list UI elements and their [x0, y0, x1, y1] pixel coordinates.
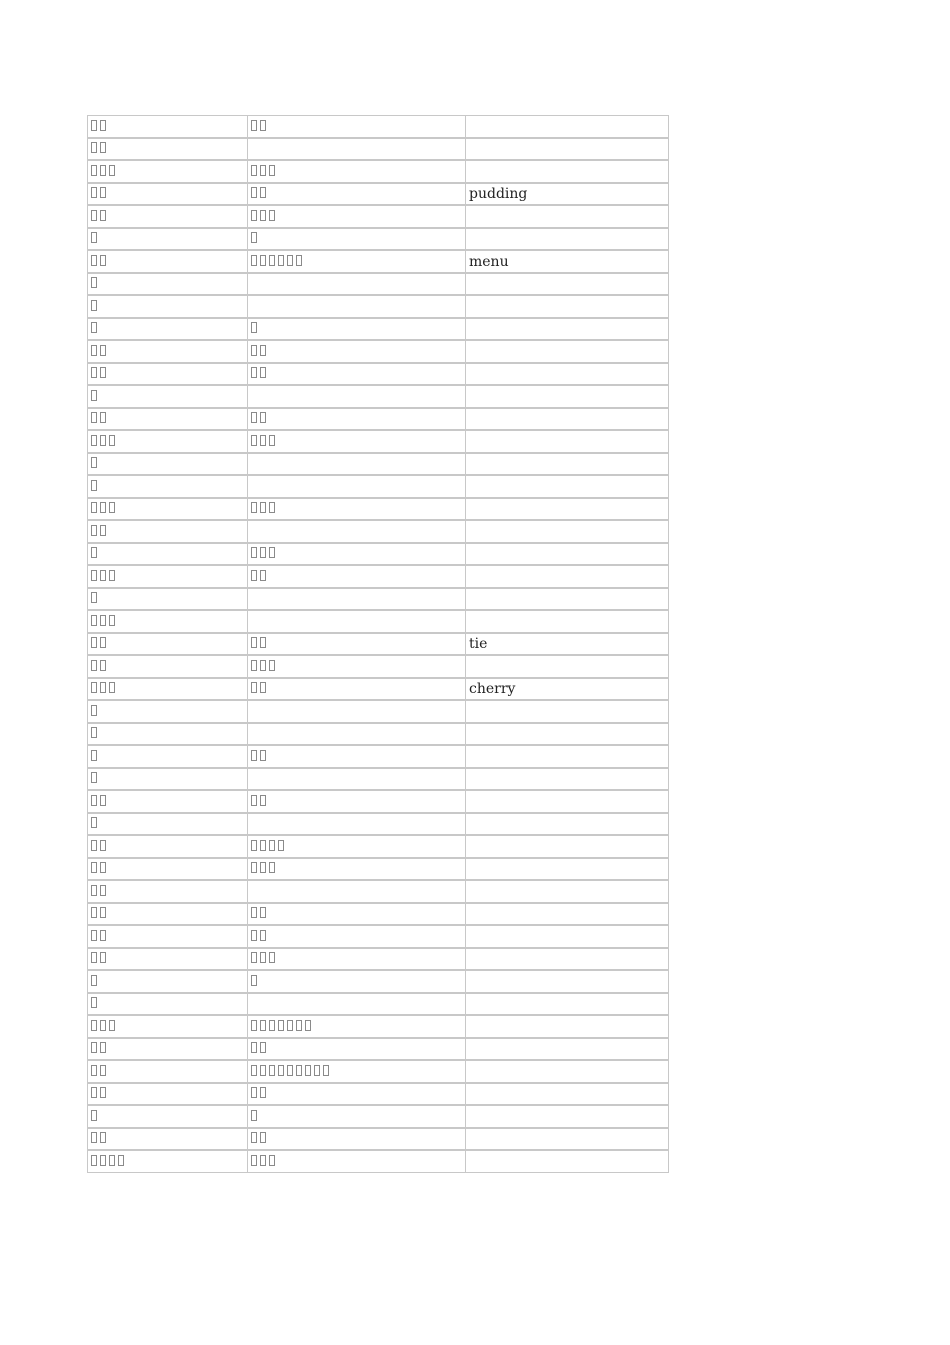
table-cell-col1	[87, 498, 247, 521]
table-cell-col1	[87, 858, 247, 881]
table-row	[87, 453, 669, 476]
table-cell-col1	[87, 385, 247, 408]
table-cell-col1	[87, 790, 247, 813]
table-cell-col2	[247, 1083, 465, 1106]
table-cell-col3	[465, 475, 669, 498]
table-row	[87, 430, 669, 453]
table-cell-col1	[87, 610, 247, 633]
table-row	[87, 115, 669, 138]
table-cell-col3	[465, 565, 669, 588]
table-cell-col1	[87, 318, 247, 341]
table-row	[87, 610, 669, 633]
table-cell-col3	[465, 970, 669, 993]
table-cell-col2	[247, 1105, 465, 1128]
table-cell-col1	[87, 138, 247, 161]
table-row	[87, 543, 669, 566]
table-cell-col3	[465, 813, 669, 836]
table-cell-col1	[87, 678, 247, 701]
table-cell-col3	[465, 273, 669, 296]
table-cell-col2	[247, 250, 465, 273]
table-cell-col3	[465, 993, 669, 1016]
table-row	[87, 813, 669, 836]
table-cell-col3	[465, 363, 669, 386]
table-row	[87, 408, 669, 431]
table-cell-col3	[465, 1060, 669, 1083]
table-cell-col1	[87, 543, 247, 566]
table-cell-col3	[465, 205, 669, 228]
table-cell-col2	[247, 273, 465, 296]
table-cell-col3	[465, 520, 669, 543]
table-cell-col2	[247, 948, 465, 971]
table-cell-col2	[247, 925, 465, 948]
table-cell-col3: cherry	[465, 678, 669, 701]
table-row	[87, 273, 669, 296]
table-cell-col3	[465, 948, 669, 971]
table-cell-col1	[87, 363, 247, 386]
table-cell-col1	[87, 835, 247, 858]
table-row	[87, 993, 669, 1016]
table-cell-col3	[465, 588, 669, 611]
table-row	[87, 183, 669, 206]
table-cell-col3	[465, 115, 669, 138]
table-cell-col3	[465, 655, 669, 678]
table-cell-col1	[87, 925, 247, 948]
table-cell-col1	[87, 295, 247, 318]
table-cell-col2	[247, 205, 465, 228]
table-cell-col2	[247, 453, 465, 476]
table-cell-col3	[465, 385, 669, 408]
table-cell-col2	[247, 1128, 465, 1151]
table-cell-col2	[247, 993, 465, 1016]
table-row	[87, 1150, 669, 1173]
table-cell-col3	[465, 768, 669, 791]
table-cell-col1	[87, 880, 247, 903]
table-row	[87, 1128, 669, 1151]
table-cell-col1	[87, 813, 247, 836]
table-cell-col1	[87, 1015, 247, 1038]
table-cell-col1	[87, 700, 247, 723]
table-cell-col3: menu	[465, 250, 669, 273]
table-cell-col3	[465, 228, 669, 251]
table-row	[87, 858, 669, 881]
table-cell-col2	[247, 970, 465, 993]
table-row	[87, 970, 669, 993]
table-cell-col3	[465, 1083, 669, 1106]
table-row	[87, 205, 669, 228]
table-row	[87, 498, 669, 521]
table-cell-col3	[465, 880, 669, 903]
table-cell-col2	[247, 363, 465, 386]
table-row	[87, 745, 669, 768]
table-row	[87, 723, 669, 746]
table-cell-col1	[87, 430, 247, 453]
table-cell-col1	[87, 340, 247, 363]
table-row	[87, 295, 669, 318]
table-cell-col1	[87, 408, 247, 431]
table-row	[87, 363, 669, 386]
table-cell-col1	[87, 228, 247, 251]
table-row	[87, 1083, 669, 1106]
table-cell-col2	[247, 520, 465, 543]
table-cell-col2	[247, 543, 465, 566]
table-cell-col1	[87, 745, 247, 768]
table-row	[87, 768, 669, 791]
table-cell-col1	[87, 565, 247, 588]
table-row	[87, 385, 669, 408]
table-cell-col1	[87, 948, 247, 971]
table-cell-col2	[247, 835, 465, 858]
table-cell-col1	[87, 588, 247, 611]
table-cell-col2	[247, 858, 465, 881]
table-cell-col2	[247, 723, 465, 746]
table-cell-col3	[465, 745, 669, 768]
table-row	[87, 160, 669, 183]
table-cell-col1	[87, 1038, 247, 1061]
vocabulary-table	[87, 115, 669, 1173]
table-cell-col3	[465, 543, 669, 566]
table-cell-col2	[247, 1015, 465, 1038]
table-cell-col3	[465, 408, 669, 431]
table-cell-col1	[87, 970, 247, 993]
table-cell-col2	[247, 565, 465, 588]
table-cell-col2	[247, 880, 465, 903]
table-row	[87, 1015, 669, 1038]
table-cell-col1	[87, 250, 247, 273]
table-row	[87, 340, 669, 363]
table-row	[87, 880, 669, 903]
table-row	[87, 318, 669, 341]
table-cell-col3: pudding	[465, 183, 669, 206]
table-cell-col1	[87, 1105, 247, 1128]
table-row	[87, 678, 669, 701]
table-cell-col2	[247, 340, 465, 363]
table-row	[87, 1060, 669, 1083]
table-row	[87, 903, 669, 926]
table-cell-col2	[247, 318, 465, 341]
table-cell-col1	[87, 1150, 247, 1173]
table-cell-col3	[465, 835, 669, 858]
table-cell-col1	[87, 768, 247, 791]
table-cell-col3	[465, 430, 669, 453]
table-cell-col3	[465, 1038, 669, 1061]
table-cell-col3	[465, 858, 669, 881]
table-row	[87, 475, 669, 498]
table-row	[87, 835, 669, 858]
table-cell-col1	[87, 903, 247, 926]
table-cell-col1	[87, 723, 247, 746]
table-row	[87, 655, 669, 678]
table-row	[87, 520, 669, 543]
table-body	[87, 115, 669, 1173]
table-cell-col1	[87, 993, 247, 1016]
table-row	[87, 1038, 669, 1061]
table-cell-col3	[465, 723, 669, 746]
table-cell-col2	[247, 655, 465, 678]
table-cell-col3	[465, 1128, 669, 1151]
table-cell-col3	[465, 1150, 669, 1173]
table-cell-col3	[465, 138, 669, 161]
table-cell-col1	[87, 115, 247, 138]
table-cell-col1	[87, 475, 247, 498]
table-cell-col2	[247, 813, 465, 836]
table-cell-col2	[247, 790, 465, 813]
table-cell-col2	[247, 385, 465, 408]
table-cell-col3	[465, 610, 669, 633]
table-cell-col3	[465, 700, 669, 723]
table-row	[87, 948, 669, 971]
table-cell-col2	[247, 160, 465, 183]
table-cell-col2	[247, 430, 465, 453]
table-cell-col3: tie	[465, 633, 669, 656]
table-cell-col1	[87, 183, 247, 206]
table-cell-col1	[87, 1060, 247, 1083]
table-cell-col3	[465, 453, 669, 476]
table-cell-col1	[87, 633, 247, 656]
table-row	[87, 925, 669, 948]
table-cell-col2	[247, 183, 465, 206]
table-row	[87, 250, 669, 273]
table-cell-col1	[87, 273, 247, 296]
table-cell-col1	[87, 1083, 247, 1106]
table-cell-col3	[465, 318, 669, 341]
table-cell-col2	[247, 678, 465, 701]
table-cell-col2	[247, 475, 465, 498]
table-cell-col2	[247, 498, 465, 521]
table-cell-col2	[247, 768, 465, 791]
table-cell-col1	[87, 205, 247, 228]
table-cell-col3	[465, 295, 669, 318]
table-cell-col2	[247, 745, 465, 768]
table-cell-col3	[465, 160, 669, 183]
table-row	[87, 633, 669, 656]
table-cell-col1	[87, 1128, 247, 1151]
table-cell-col2	[247, 228, 465, 251]
table-cell-col2	[247, 610, 465, 633]
table-cell-col3	[465, 1105, 669, 1128]
table-cell-col3	[465, 925, 669, 948]
table-cell-col2	[247, 903, 465, 926]
table-cell-col2	[247, 408, 465, 431]
table-cell-col2	[247, 1038, 465, 1061]
table-cell-col1	[87, 520, 247, 543]
table-cell-col3	[465, 790, 669, 813]
table-cell-col2	[247, 138, 465, 161]
table-cell-col1	[87, 655, 247, 678]
table-cell-col1	[87, 453, 247, 476]
table-cell-col3	[465, 903, 669, 926]
table-row	[87, 138, 669, 161]
table-row	[87, 228, 669, 251]
table-cell-col1	[87, 160, 247, 183]
table-row	[87, 790, 669, 813]
table-cell-col2	[247, 700, 465, 723]
table-cell-col2	[247, 1060, 465, 1083]
table-row	[87, 1105, 669, 1128]
table-cell-col3	[465, 340, 669, 363]
table-cell-col2	[247, 295, 465, 318]
table-cell-col3	[465, 498, 669, 521]
table-cell-col2	[247, 588, 465, 611]
table-row	[87, 700, 669, 723]
table-cell-col2	[247, 633, 465, 656]
table-cell-col2	[247, 115, 465, 138]
table-cell-col3	[465, 1015, 669, 1038]
table-row	[87, 565, 669, 588]
table-cell-col2	[247, 1150, 465, 1173]
table-row	[87, 588, 669, 611]
